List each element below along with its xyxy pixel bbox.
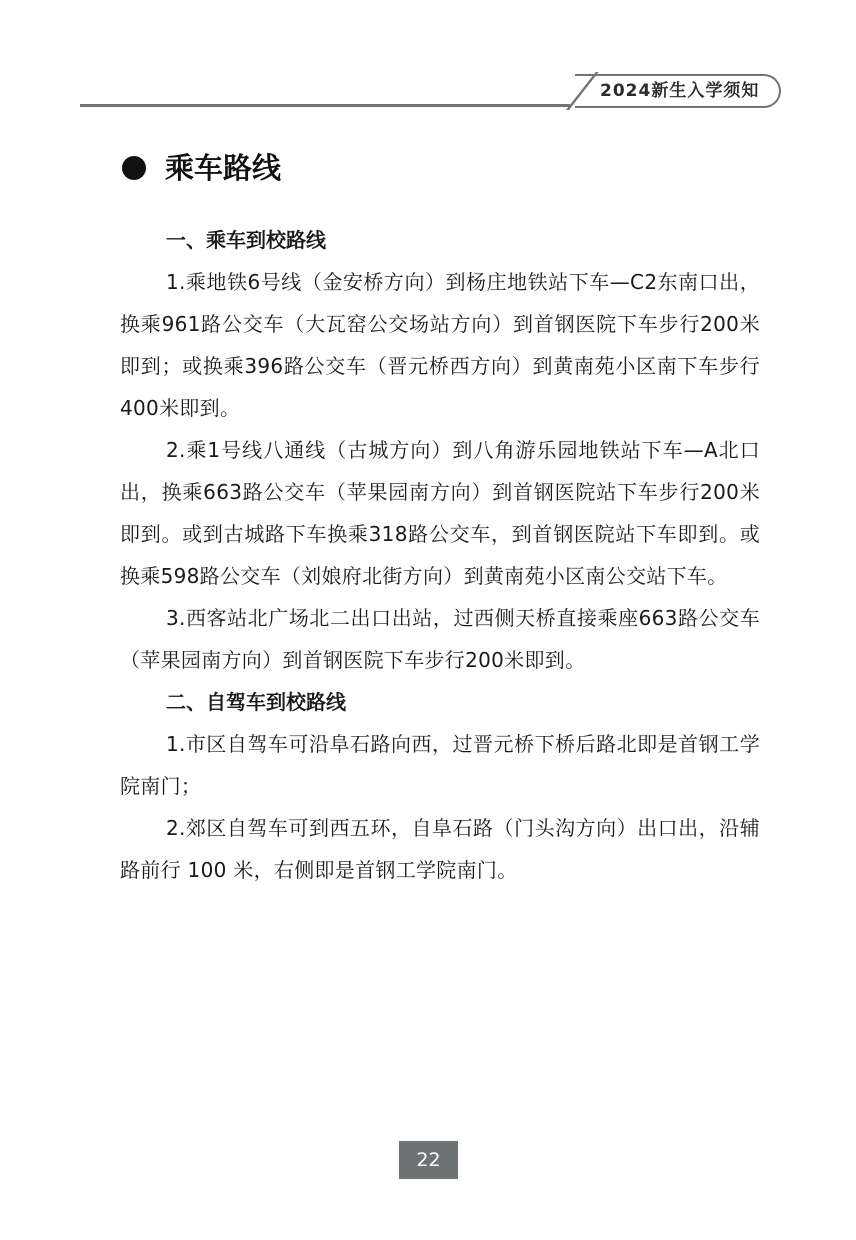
section-bullet-icon: [122, 156, 146, 180]
header-line: [80, 104, 570, 107]
subsection-heading: 二、自驾车到校路线: [166, 690, 346, 714]
subsection-heading: 一、乘车到校路线: [166, 228, 326, 252]
header-title: 2024新生入学须知: [600, 81, 760, 101]
paragraph: 1.乘地铁6号线（金安桥方向）到杨庄地铁站下车—C2东南口出，换乘961路公交车（大瓦窑公交场站方向）到首钢医院下车步行200米即到；或换乘396路公交车（晋元桥西方向）到黄南苑小区南下车步行400米即到。: [120, 270, 760, 420]
section-title: 乘车路线: [165, 151, 282, 185]
paragraph: 1.市区自驾车可沿阜石路向西，过晋元桥下桥后路北即是首钢工学院南门；: [120, 732, 760, 798]
paragraph: 3.西客站北广场北二出口出站，过西侧天桥直接乘座663路公交车（苹果园南方向）到首钢医院下车步行200米即到。: [120, 606, 760, 672]
paragraph: 2.郊区自驾车可到西五环，自阜石路（门头沟方向）出口出，沿辅路前行 100 米，右侧即是首钢工学院南门。: [120, 816, 760, 882]
page-number: 22: [399, 1141, 458, 1179]
paragraph: 2.乘1号线八通线（古城方向）到八角游乐园地铁站下车—A北口出，换乘663路公交车（苹果园南方向）到首钢医院站下车步行200米即到。或到古城路下车换乘318路公交车，到首钢医院站下车即到。或换乘598路公交车（刘娘府北街方向）到黄南苑小区南公交站下车。: [120, 438, 760, 588]
page-content: [120, 219, 760, 891]
